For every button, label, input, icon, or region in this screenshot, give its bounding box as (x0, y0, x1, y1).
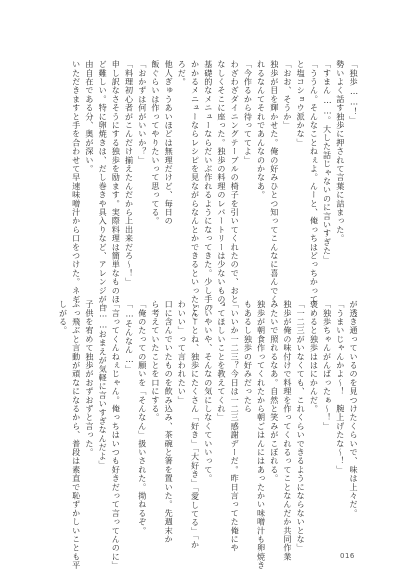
text-line: 「おかずは何がいいか？」 (137, 60, 148, 165)
text-line: わざわざダイニングテーブルの椅子を引いてくれたので、おと (230, 60, 241, 304)
text-line: ら考えていたことを口にする。 (150, 300, 161, 422)
text-line: 独歩が朝食作ってくれたから朝ごはんにはあったかい味噌汁も卵焼き (256, 300, 267, 570)
text-line: 独歩が目を輝かせた。俺の好みひとつ知ってこんなに喜んでく (269, 60, 280, 304)
text-line: 「すまん……。大した話じゃないのに言いすぎた」 (322, 60, 333, 264)
text-line: 「…そんなん…」 (124, 300, 135, 374)
text-line: しがる。 (58, 300, 69, 335)
text-line: 「うまいじゃんかよ～！ 腕上げたな～！」 (335, 300, 346, 474)
text-line: ぶっ飛ぶと言動が頑なになるから、普段は素直で恥ずかしいことも平 (71, 300, 82, 570)
text-line: 基礎的なメニューならだいぶ作れるようになってきた。少し手の (203, 60, 214, 313)
text-line: 子供を宥めて独歩がおずおずと言った。 (84, 300, 95, 457)
text-line: 「料理初心者がこんだけ揃えたんだから上出来だろ～！」 (124, 60, 135, 287)
text-line: 「いいか一二三？今日は一二三感謝デーだ。昨日言ってた俺にや (230, 300, 241, 553)
text-line: 「おお、そうか」 (282, 60, 293, 130)
text-line: 「一二三がいなくても、これくらいできるようにならないとな」 (296, 300, 307, 553)
text-line: 「ううん。そんなことねぇよ。んーと、俺っちはどっちかって (309, 60, 320, 304)
page-number: 016 (340, 552, 355, 560)
text-line: 「んーとね、独歩にたくさん「好き」「大好き」「愛してる」「か (190, 300, 201, 549)
text-line: 「いやいや、そんなの気にしなくていいって。 (203, 300, 214, 483)
text-line: 他人ぎゅうあいほどは無理だけど、毎日の (164, 60, 175, 226)
text-line: 由自在である分、奥が深い。 (84, 60, 95, 174)
text-line: 「今作るから待っててよ」 (243, 60, 254, 165)
text-line: と塩コショウ派かな」 (296, 60, 307, 147)
text-line: ろだ。 (177, 60, 188, 87)
text-line: 申し訳なさそうにする独歩を励ます。実際料理は簡単なものほ (111, 60, 122, 304)
text-line: 褒めると独歩ははにかんだ。 (309, 300, 320, 414)
text-line: 「独歩ちゃんがんばったぁ～！」 (322, 300, 333, 431)
text-line: もあるし独歩の好みだったら (243, 300, 254, 414)
text-line: 口に含んでいたものを飲み込み、茶碗と箸を置いた。先週末か (164, 300, 175, 544)
text-line: いただきますと手を合わせて早速味噌汁から口をつけた。ネギ (71, 60, 82, 304)
text-line: が透き通っているのを見つけたくらいで、味は上々だ。 (349, 300, 359, 518)
text-line: れるなんてそれであんなのかなあ。 (256, 60, 267, 200)
text-line: 勢いよく話す独歩に押されて言葉に詰まった。 (335, 60, 346, 243)
text-line: 「言ってくんねぇじゃん。俺っちはいつも好きだって言ってんのに」 (111, 300, 122, 570)
text-line: 「独歩……！」 (349, 60, 359, 125)
text-line: ってほしいことを教えてくれ」 (216, 300, 227, 422)
text-line: かかるメニューならレシピを見ながらなんとかできるといったとこ (190, 60, 201, 321)
text-line: ど難しい。特に卵焼きは、だし巻きや具入りなど、アレンジが自 (98, 60, 109, 313)
text-line: 飯ぐらいは作ってやりたいって思ってる。 (150, 60, 161, 226)
text-line: なしくそこに座った。独歩の料理のレパートリーは少ないもの、 (216, 60, 227, 313)
text-line: 「俺のたっての願いを「そんなん」扱いされた。拗ねるぞ。 (137, 300, 148, 535)
text-line: わいい」って言われたい」 (177, 300, 188, 405)
text-line: 独歩が俺の味付けで料理を作ってくれるってことなんだか共同作業 (282, 300, 293, 561)
text-line: 「……おまえが気軽に言いすぎなんだよ」 (98, 300, 109, 470)
text-line: みたいで照れるなあ。自然と笑みがこぼれる。 (269, 300, 280, 483)
